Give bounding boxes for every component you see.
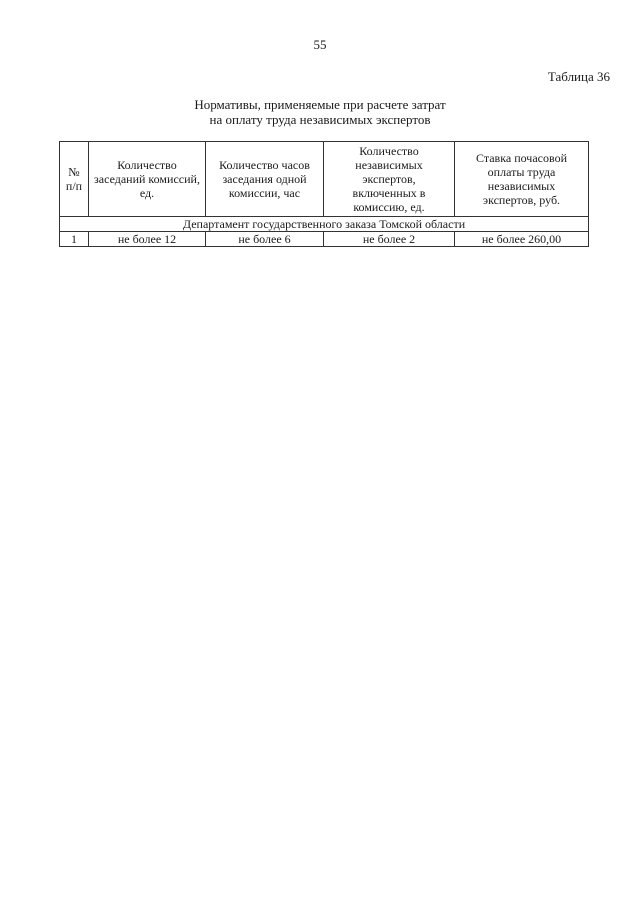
cell-number: 1: [60, 232, 89, 247]
cell-meeting-hours: не более 6: [206, 232, 324, 247]
table-header-row: [60, 142, 589, 217]
table-label: Таблица 36: [547, 69, 610, 84]
header-meetings-count: Количество заседаний комиссий, ед.: [89, 142, 206, 217]
table-section-row: [60, 217, 589, 232]
header-experts-count: Количество независимых экспертов, включенных в комиссию, ед.: [324, 142, 455, 217]
header-meeting-hours: Количество часов заседания одной комиссии, час: [206, 142, 324, 217]
header-number: № п/п: [60, 142, 89, 217]
caption-line-1: Нормативы, применяемые при расчете затрат: [194, 97, 446, 112]
header-hourly-rate: Ставка почасовой оплаты труда независимых экспертов, руб.: [455, 142, 589, 217]
cell-experts-count: не более 2: [324, 232, 455, 247]
norms-table: [59, 141, 589, 247]
page-number: 55: [313, 37, 327, 52]
cell-hourly-rate: не более 260,00: [455, 232, 589, 247]
caption-line-2: на оплату труда независимых экспертов: [209, 112, 431, 127]
table-row: [60, 232, 589, 247]
section-title: Департамент государственного заказа Томской области: [60, 217, 589, 232]
cell-meetings-count: не более 12: [89, 232, 206, 247]
table-caption: [0, 97, 640, 127]
